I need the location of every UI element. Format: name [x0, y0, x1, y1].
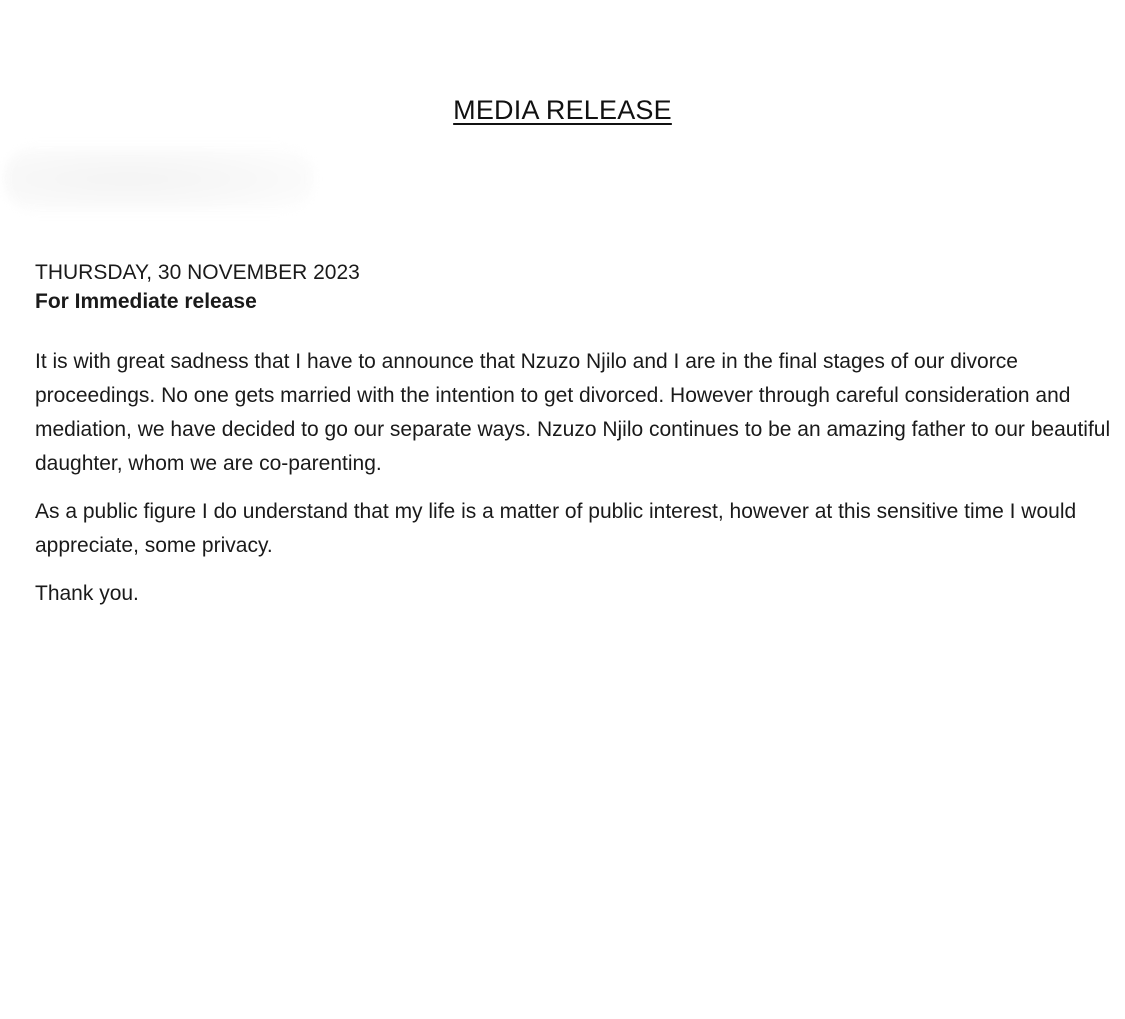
release-label: For Immediate release	[35, 290, 257, 313]
body-paragraph: As a public figure I do understand that my life is a matter of public interest, however at this sensitive time I would appreciate, some privacy.	[35, 500, 1077, 557]
title-text: MEDIA RELEASE	[453, 95, 672, 125]
body-paragraph: It is with great sadness that I have to announce that Nzuzo Njilo and I are in the final stages of our divorce proceedings. No one gets married with the intention to get divorced. However through careful consideration and mediation, we have decided to go our separate ways. Nzuzo Njilo continues to be an amazing father to our beautiful daughter, whom we are co-parenting.	[35, 350, 1111, 475]
release-date: THURSDAY, 30 NOVEMBER 2023	[35, 261, 360, 284]
release-body	[35, 345, 1125, 625]
closing-line: Thank you.	[35, 582, 139, 605]
page-title	[0, 94, 1125, 126]
redacted-logo	[4, 146, 314, 212]
